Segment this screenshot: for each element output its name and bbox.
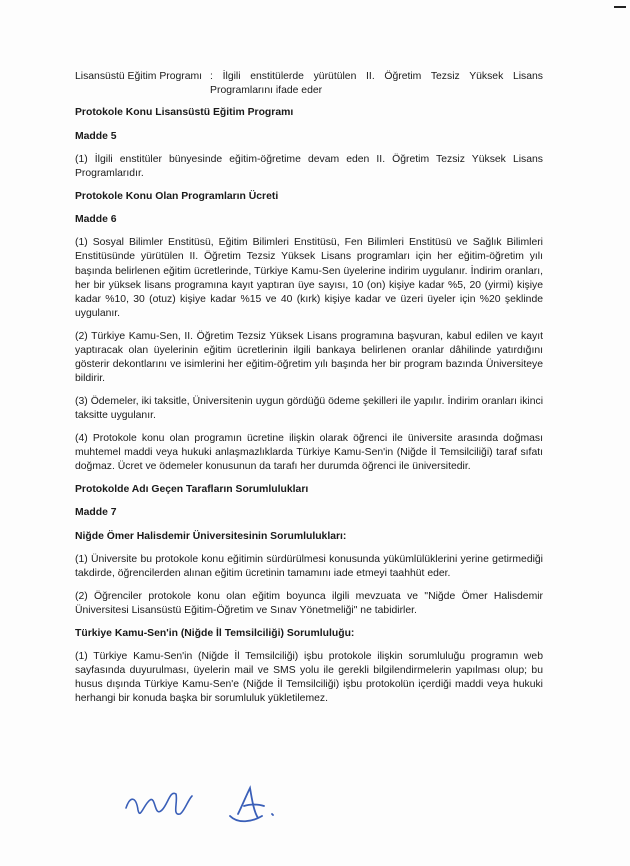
article-heading: Madde 5 <box>75 130 117 142</box>
paragraph: (1) Sosyal Bilimler Enstitüsü, Eğitim Bilimleri Enstitüsü, Fen Bilimleri Enstitüsü ve Sağlık Bilimleri Enstitüsünde yürütülen II. Öğretim Tezsiz Yüksek Lisans programları için her eğitim-öğretim yılı başında belirlenen eğitim ücretlerinde, Türkiye Kamu-Sen üyelerine indirim uygulanır. İndirim oranları, her bir yüksek lisans programına kayıt yaptıran üye sayısı, 10 (on) kişiye kadar %5, 20 (yirmi) kişiye kadar %10, 30 (otuz) kişiye kadar %15 ve 40 (kırk) kişiye kadar ve üzeri üyeler için %20 şeklinde uygulanır. <box>75 237 543 320</box>
definition-text: : İlgili enstitülerde yürütülen II. Öğretim Tezsiz Yüksek Lisans Programlarını ifade eder <box>210 71 543 97</box>
paragraph: (2) Türkiye Kamu-Sen, II. Öğretim Tezsiz Yüksek Lisans programına başvuran, kabul edilen ve kayıt yaptıracak olan üyelerinin eğitim ücretlerinin ilgili bankaya belirlenen oranlar dâhilinde yatırdığını gösterir dekontlarını ve isimlerini her eğitim-öğretim yılı başında her bir program bazında Üniversiteye bildirir. <box>75 330 543 385</box>
definition-row <box>75 70 543 98</box>
subsection-heading: Niğde Ömer Halisdemir Üniversitesinin Sorumlulukları: <box>75 530 347 542</box>
subsection-heading: Türkiye Kamu-Sen'in (Niğde İl Temsilciliği) Sorumluluğu: <box>75 627 355 639</box>
paragraph: (3) Ödemeler, iki taksitle, Üniversitenin uygun gördüğü ödeme şekilleri ile yapılır. İndirim oranları ikinci taksitte uygulanır. <box>75 396 543 422</box>
definition-term: Lisansüstü Eğitim Programı <box>75 71 203 82</box>
paragraph: (2) Öğrenciler protokole konu olan eğitim boyunca ilgili mevzuata ve "Niğde Ömer Halisdemir Üniversitesi Lisansüstü Eğitim-Öğretim ve Sınav Yönetmeliği" ne tabidirler. <box>75 590 543 616</box>
article-heading: Madde 6 <box>75 213 117 225</box>
section-heading: Protokolde Adı Geçen Tarafların Sorumlulukları <box>75 484 309 496</box>
paragraph: (1) Üniversite bu protokole konu eğitimin sürdürülmesi konusunda yükümlülüklerini yerine getirmediği takdirde, öğrencilerden alınan eğitim ücretinin tamamını iade etmeyi taahhüt eder. <box>75 553 543 579</box>
article-heading: Madde 7 <box>75 507 117 519</box>
signature-left <box>126 793 192 814</box>
paragraph: (1) İlgili enstitüler bünyesinde eğitim-öğretime devam eden II. Öğretim Tezsiz Yüksek Lisans Programlarıdır. <box>75 153 543 180</box>
section-heading: Protokole Konu Lisansüstü Eğitim Programı <box>75 107 294 119</box>
signatures <box>118 766 418 846</box>
document-body <box>75 70 543 715</box>
corner-mark <box>614 6 626 8</box>
paragraph: (4) Protokole konu olan programın ücretine ilişkin olarak öğrenci ile üniversite arasında doğması muhtemel maddi veya hukuki anlaşmazlıklarda Türkiye Kamu-Sen'in (Niğde İl Temsilciliği) taraf sıfatı doğmaz. Ücret ve ödemeler konusunun da tarafı her durumda öğrenci ile üniversitedir. <box>75 433 543 473</box>
signature-right <box>230 788 273 821</box>
section-heading: Protokole Konu Olan Programların Ücreti <box>75 190 279 202</box>
paragraph: (1) Türkiye Kamu-Sen'in (Niğde İl Temsilciliği) işbu protokole ilişkin sorumluluğu programın web sayfasında duyurulması, üyelerin mail ve SMS yolu ile gerekli bilgilendirmelerin yapılması olup; bu husus dışında Türkiye Kamu-Sen'e (Niğde İl Temsilciliği) işbu protokolün içerdiği maddi veya hukuki herhangi bir konuda başka bir sorumluluk yükletilemez. <box>75 650 543 705</box>
